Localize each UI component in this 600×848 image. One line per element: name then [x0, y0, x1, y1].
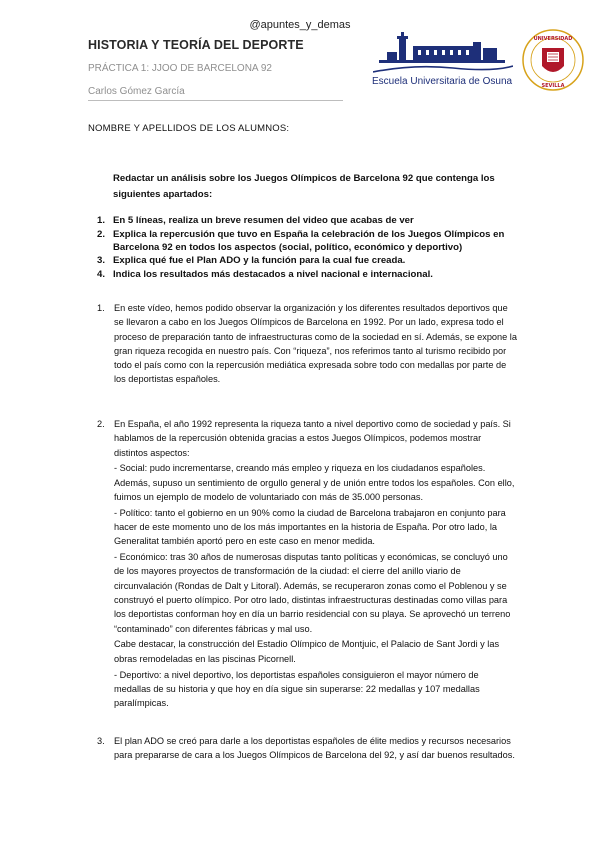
list-item: 3. Explica qué fue el Plan ADO y la función para la cual fue creada. — [97, 255, 406, 266]
svg-text:UNIVERSIDAD: UNIVERSIDAD — [533, 36, 573, 42]
school-name: Escuela Universitaria de Osuna — [372, 76, 513, 87]
course-title: HISTORIA Y TEORÍA DEL DEPORTE — [88, 38, 304, 52]
answer-paragraph-economic: - Económico: tras 30 años de numerosas disputas tanto políticas y económicas, se concluyó uno de los mayores proyectos de transformación de la ciudad: el cierre del anillo viario de circunvalación (Rondas de Dalt y Litoral). Además, se recuperaron zonas como el Poblenou y se construyó el puerto olímpico. Por otro lado, distintas infraestructuras destinadas como villas para los deportistas conforman hoy en día un barrio residencial con su playa. Se aprovechó un terreno “contaminado” con diferentes fábricas y mal uso. — [114, 552, 511, 634]
answer-paragraph-political: - Político: tanto el gobierno en un 90% como la ciudad de Barcelona trabajaron en conjunto para hacer de este momento uno de los más importantes en la historia de España. Por otro lado, la Generalitat también aportó pero en este caso en menor medida. — [114, 507, 506, 547]
svg-text:SEVILLA: SEVILLA — [541, 83, 565, 89]
answer-number: 2. — [97, 419, 105, 429]
watermark: @apuntes_y_demas — [249, 19, 351, 31]
answer-3 — [97, 734, 517, 764]
answer-paragraph: El plan ADO se creó para darle a los deportistas españoles de élite medios y recursos necesarios para prepararse de cara a los Juegos Olímpicos de Barcelona del 92, y así dar buenos resultados. — [114, 736, 515, 761]
answer-paragraph-social: - Social: pudo incrementarse, creando más empleo y riqueza en los ciudadanos españoles. Además, supuso un sentimiento de orgullo general y de unión entre todos los españoles. Con ello, fuimos un ejemplo de modelo de voluntariado con más de 35.000 personas. — [114, 463, 515, 502]
author-name: Carlos Gómez García — [88, 86, 185, 97]
answer-number: 1. — [97, 303, 105, 313]
student-names-label: NOMBRE Y APELLIDOS DE LOS ALUMNOS: — [88, 123, 290, 134]
answer-1 — [97, 301, 517, 388]
answer-paragraph: En España, el año 1992 representa la riqueza tanto a nivel deportivo como de sociedad y país. Si hablamos de la repercusión obtenida gracias a estos Juegos Olímpicos, podemos mostrar distintos aspectos: — [114, 419, 511, 458]
question-list — [97, 214, 517, 281]
list-item: 2. Explica la repercusión que tuvo en España la celebración de los Juegos Olímpicos en Barcelona 92 en todos los aspectos (social, político, económico y deportivo) — [97, 228, 505, 253]
answer-2 — [97, 417, 517, 712]
university-seal-icon — [521, 28, 585, 92]
header-divider — [88, 100, 343, 101]
list-item: 1. En 5 líneas, realiza un breve resumen del video que acabas de ver — [97, 215, 414, 226]
answer-paragraph: En este vídeo, hemos podido observar la organización y los diferentes resultados deportivos que se llevaron a cabo en los Juegos Olímpicos de Barcelona en 1992. Por un lado, expresa todo el proceso de preparación tanto de infraestructuras como de la sociedad en sí. Además, se expone la gran riqueza recogida en nuestro país. Con “riqueza”, nos referimos tanto al turismo recibido por todo el país como con la repercusión mediática expresada sobre todo con medallas por parte de los deportistas españoles. — [114, 303, 517, 385]
answer-paragraph: Cabe destacar, la construcción del Estadio Olímpico de Montjuic, el Palacio de Sant Jordi y las obras remodeladas en las piscinas Picornell. — [114, 639, 500, 664]
assignment-intro: Redactar un análisis sobre los Juegos Olímpicos de Barcelona 92 que contenga los siguientes apartados: — [113, 173, 495, 200]
answer-number: 3. — [97, 736, 105, 746]
answer-paragraph-sports: - Deportivo: a nivel deportivo, los deportistas españoles consiguieron el mayor número de medallas de su historia y que hoy en día sigue sin superarse: 22 medallas y 107 medallas paralímpicas. — [114, 669, 480, 709]
practice-subtitle: PRÁCTICA 1: JJOO DE BARCELONA 92 — [88, 63, 272, 74]
list-item: 4. Indica los resultados más destacados a nivel nacional e internacional. — [97, 268, 433, 280]
